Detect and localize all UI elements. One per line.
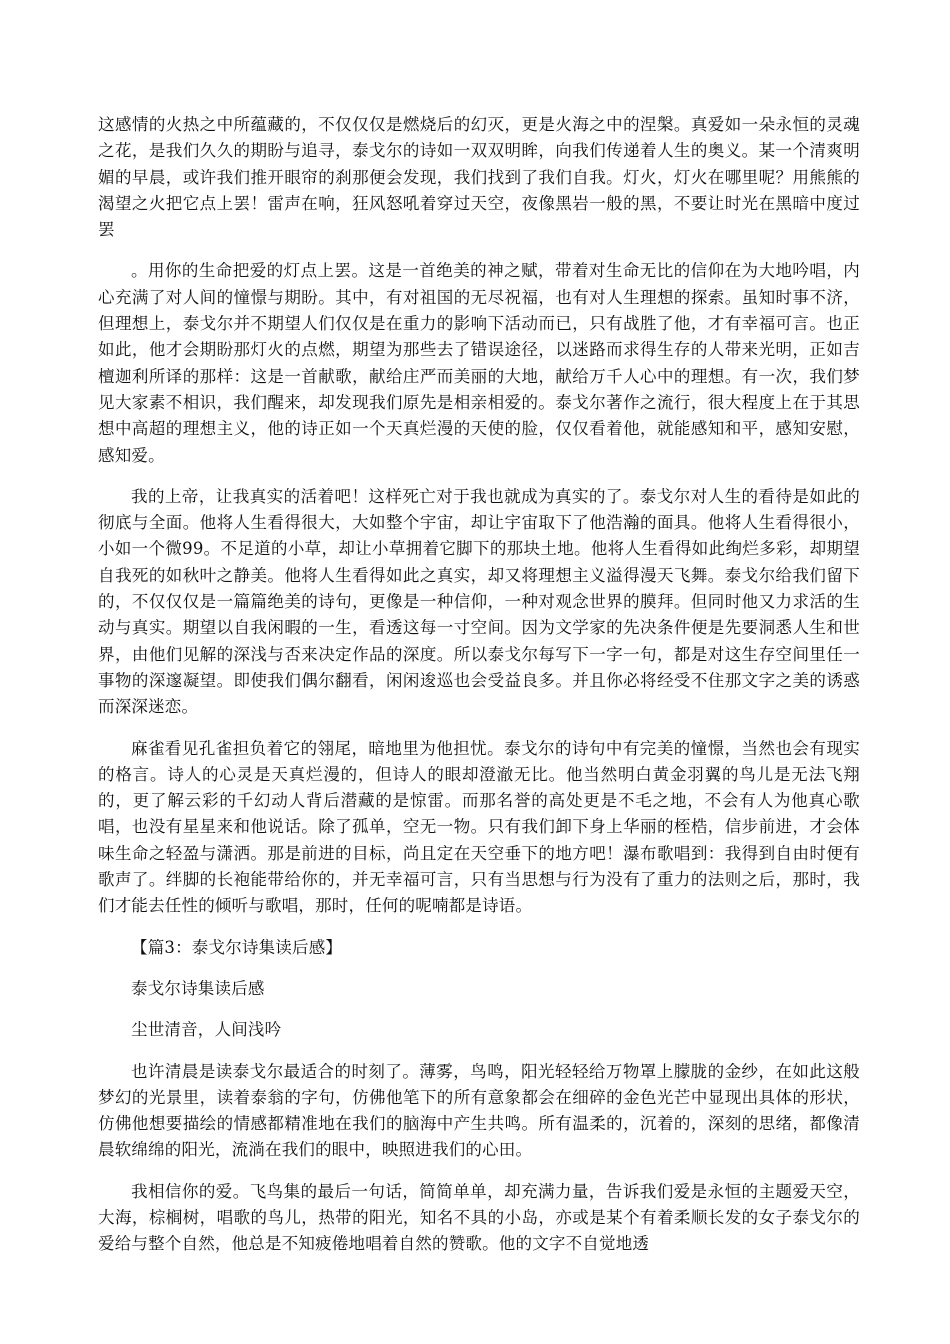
article-subtitle: 尘世清音，人间浅吟 — [131, 1020, 282, 1040]
paragraph-2: 。用你的生命把爱的灯点上罢。这是一首绝美的神之赋，带着对生命无比的信仰在为大地吟唱，内心充满了对人间的憧憬与期盼。其中，有对祖国的无尽祝福，也有对人生理想的探索。虽知时事不济，但理想上，泰戈尔并不期望人们仅仅是在重力的影响下活动而已，只有战胜了他，才有幸福可言。也正如此，他才会期盼那灯火的点燃，期望为那些去了错误途径，以迷路而求得生存的人带来光明，正如吉檀迦利所译的那样：这是一首献歌，献给庄严而美丽的大地，献给万千人心中的理想。有一次，我们梦见大家素不相识，我们醒来，却发现我们原先是相亲相爱的。泰戈尔著作之流行，很大程度上在于其思想中高超的理想主义，他的诗正如一个天真烂漫的天使的脸，仅仅看着他，就能感知和平，感知安慰，感知爱。 — [98, 261, 860, 465]
paragraph-5: 也许清晨是读泰戈尔最适合的时刻了。薄雾，鸟鸣，阳光轻轻给万物罩上朦胧的金纱，在如此这般梦幻的光景里，读着泰翁的字句，仿佛他笔下的所有意象都会在细碎的金色光芒中显现出具体的形状，仿佛他想要描绘的情感都精准地在我们的脑海中产生共鸣。所有温柔的，沉着的，深刻的思绪，都像清晨软绵绵的阳光，流淌在我们的眼中，映照进我们的心田。 — [98, 1061, 860, 1160]
section-heading: 【篇3：泰戈尔诗集读后感】 — [131, 937, 343, 957]
paragraph-1: 这感情的火热之中所蕴藏的，不仅仅仅是燃烧后的幻灭，更是火海之中的涅槃。真爱如一朵永恒的灵魂之花，是我们久久的期盼与追寻，泰戈尔的诗如一双双明眸，向我们传递着人生的奥义。某一个清爽明媚的早晨，或许我们推开眼帘的刹那便会发现，我们找到了我们自我。灯火，灯火在哪里呢？用熊熊的渴望之火把它点上罢！雷声在响，狂风怒吼着穿过天空，夜像黑岩一般的黑，不要让时光在黑暗中度过罢 — [98, 115, 860, 240]
document-page — [98, 112, 860, 1258]
article-title: 泰戈尔诗集读后感 — [131, 978, 265, 998]
paragraph-6: 我相信你的爱。飞鸟集的最后一句话，简简单单，却充满力量，告诉我们爱是永恒的主题爱天空，大海，棕榈树，唱歌的鸟儿，热带的阳光，知名不具的小岛，亦或是某个有着柔顺长发的女子泰戈尔的爱给与整个自然，他总是不知疲倦地唱着自然的赞歌。他的文字不自觉地透 — [98, 1181, 860, 1254]
paragraph-3: 我的上帝，让我真实的活着吧！这样死亡对于我也就成为真实的了。泰戈尔对人生的看待是如此的彻底与全面。他将人生看得很大，大如整个宇宙，却让宇宙取下了他浩瀚的面具。他将人生看得很小，小如一个微99。不足道的小草，却让小草拥着它脚下的那块土地。他将人生看得如此绚烂多彩，却期望自我死的如秋叶之静美。他将人生看得如此之真实，却又将理想主义溢得漫天飞舞。泰戈尔给我们留下的，不仅仅仅是一篇篇绝美的诗句，更像是一种信仰，一种对观念世界的膜拜。但同时他又力求活的生动与真实。期望以自我闲暇的一生，看透这每一寸空间。因为文学家的先决条件便是先要洞悉人生和世界，由他们见解的深浅与否来决定作品的深度。所以泰戈尔每写下一字一句，都是对这生存空间里任一事物的深邃凝望。即使我们偶尔翻看，闲闲逡巡也会受益良多。并且你必将经受不住那文字之美的诱惑而深深迷恋。 — [98, 486, 860, 717]
paragraph-4: 麻雀看见孔雀担负着它的翎尾，暗地里为他担忧。泰戈尔的诗句中有完美的憧憬，当然也会有现实的格言。诗人的心灵是天真烂漫的，但诗人的眼却澄澈无比。他当然明白黄金羽翼的鸟儿是无法飞翔的，更了解云彩的千幻动人背后潜藏的是惊雷。而那名誉的高处更是不毛之地，不会有人为他真心歌唱，也没有星星来和他说话。除了孤单，空无一物。只有我们卸下身上华丽的桎梏，信步前进，才会体味生命之轻盈与潇洒。那是前进的目标，尚且定在天空垂下的地方吧！瀑布歌唱到：我得到自由时便有歌声了。绊脚的长袍能带给你的，并无幸福可言，只有当思想与行为没有了重力的法则之后，那时，我们才能去任性的倾听与歌唱，那时，任何的呢喃都是诗语。 — [98, 738, 860, 916]
